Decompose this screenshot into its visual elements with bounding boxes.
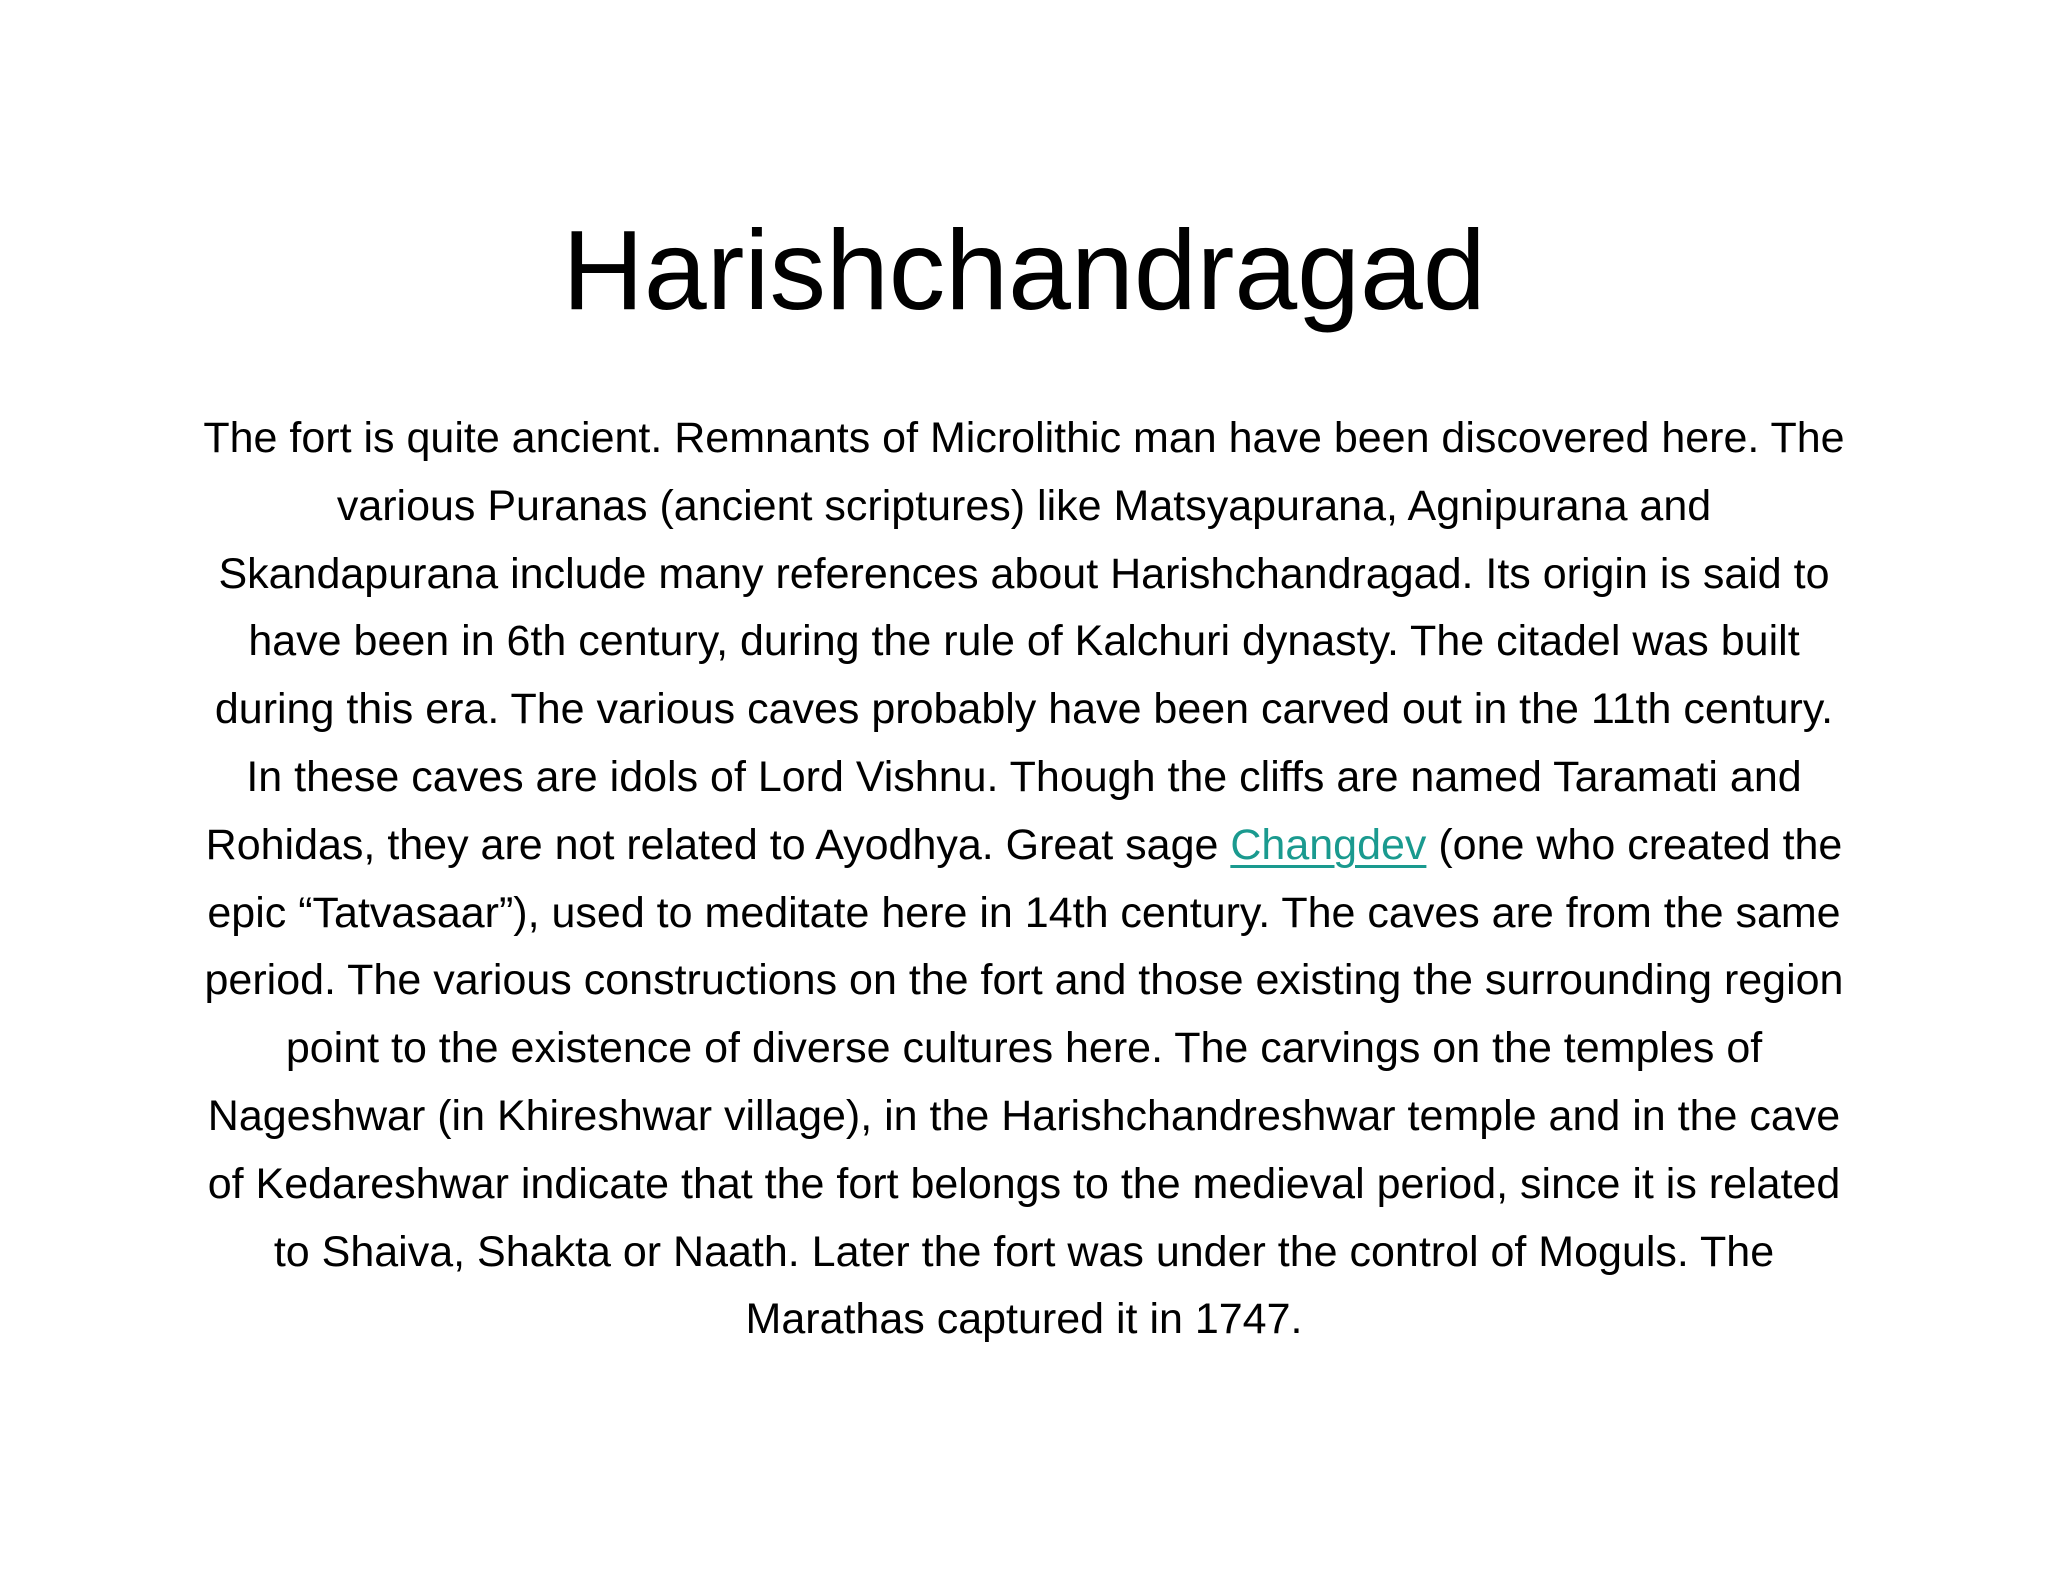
body-text-before-link: The fort is quite ancient. Remnants of Microlithic man have been discovered here. The various Puranas (ancient scriptures) like Matsyapurana, Agnipurana and Skandapurana include many references about Harishchandragad. Its origin is said to have been in 6th century, during the rule of Kalchuri dynasty. The citadel was built during this era. The various caves probably have been carved out in the 11th century. In these caves are idols of Lord Vishnu. Though the cliffs are named Taramati and Rohidas, they are not related to Ayodhya. Great sage bbox=[203, 414, 1845, 869]
slide-body-paragraph bbox=[200, 405, 1848, 1354]
slide-title: Harishchandragad bbox=[562, 207, 1486, 333]
body-text-after-link: (one who created the epic “Tatvasaar”), used to meditate here in 14th century. The caves are from the same period. The various constructions on the fort and those existing the surrounding region point to the existence of diverse cultures here. The carvings on the temples of Nageshwar (in Khireshwar village), in the Harishchandreshwar temple and in the cave of Kedareshwar indicate that the fort belongs to the medieval period, since it is related to Shaiva, Shakta or Naath. Later the fort was under the control of Moguls. The Marathas captured it in 1747. bbox=[204, 820, 1844, 1344]
changdev-link[interactable]: Changdev bbox=[1230, 820, 1427, 869]
